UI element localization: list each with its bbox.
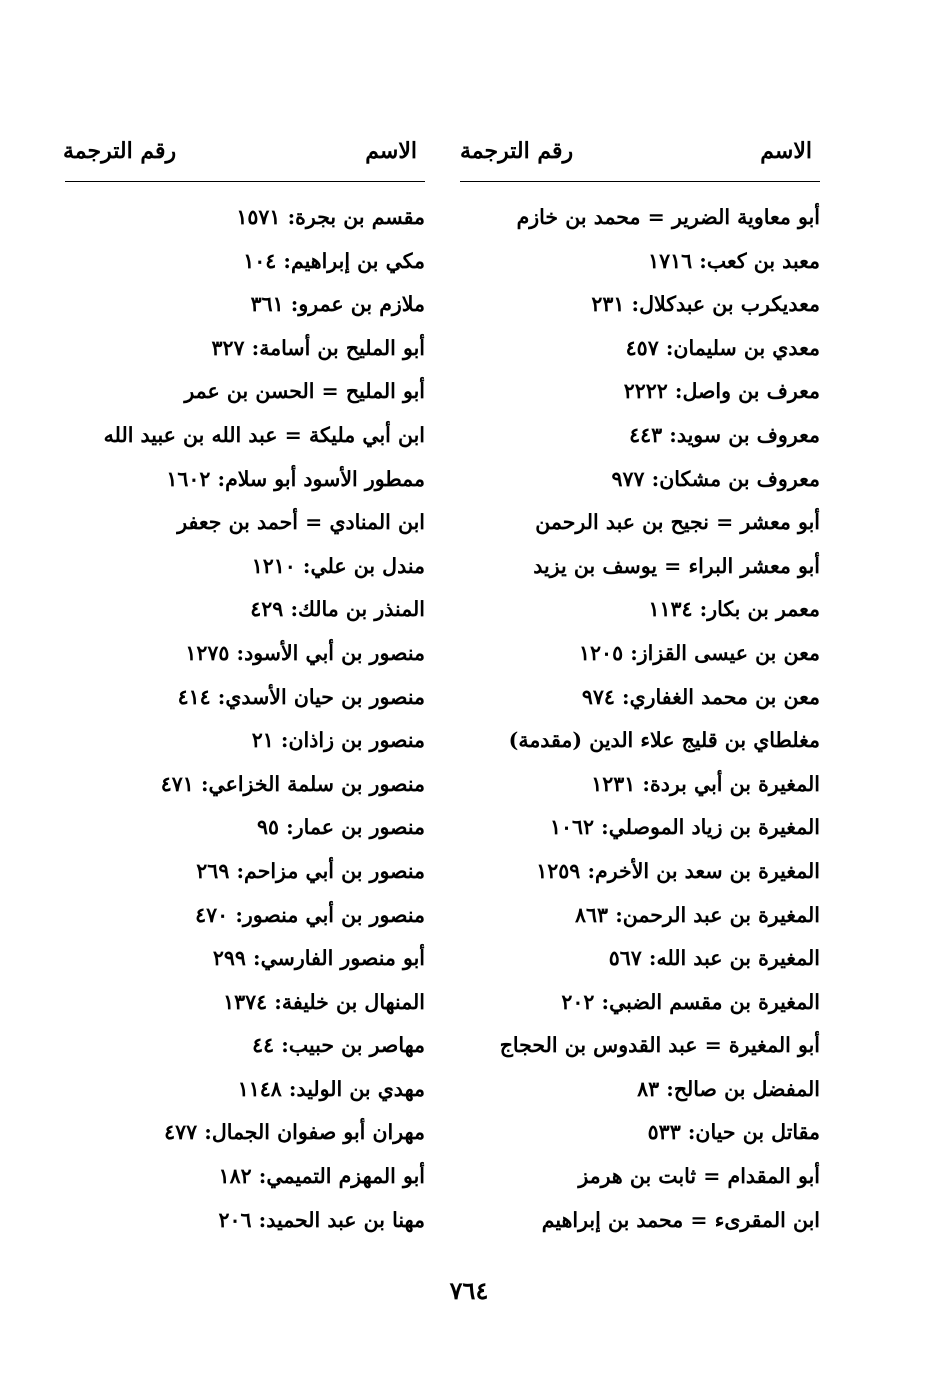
index-entry: مهاصر بن حبيب: ٤٤ — [252, 1033, 425, 1058]
left-column — [55, 0, 425, 1386]
name-header: الاسم — [365, 138, 417, 164]
header-rule — [65, 181, 425, 182]
number-header: رقم الترجمة — [63, 138, 177, 164]
index-entry: أبو المقدام = ثابت بن هرمز — [578, 1164, 820, 1189]
index-entry: أبو معاوية الضرير = محمد بن خازم — [516, 205, 820, 229]
index-entry: المغيرة بن مقسم الضبي: ٢٠٢ — [561, 989, 820, 1014]
entry-list — [480, 196, 820, 1242]
index-entry: معدي بن سليمان: ٤٥٧ — [625, 335, 820, 360]
index-entry: منصور بن عمار: ٩٥ — [257, 815, 425, 840]
index-entry: المغيرة بن سعد بن الأخرم: ١٢٥٩ — [536, 858, 820, 883]
index-entry: معروف بن سويد: ٤٤٣ — [629, 422, 820, 447]
index-entry: مندل بن علي: ١٢١٠ — [251, 553, 425, 578]
index-entry: معن بن عيسى القزاز: ١٢٠٥ — [579, 640, 820, 665]
page-number: ٧٦٤ — [449, 1276, 489, 1305]
index-entry: مقاتل بن حيان: ٥٣٣ — [647, 1120, 820, 1145]
index-entry: أبو المغيرة = عبد القدوس بن الحجاج — [499, 1033, 820, 1058]
index-entry: ملازم بن عمرو: ٣٦١ — [250, 292, 425, 317]
index-entry: المغيرة بن عبد الرحمن: ٨٦٣ — [575, 902, 820, 927]
index-entry: أبو معشر = نجيح بن عبد الرحمن — [535, 510, 820, 535]
name-header: الاسم — [760, 138, 812, 164]
index-entry: معديكرب بن عبدكلال: ٢٣١ — [591, 292, 820, 317]
number-header: رقم الترجمة — [460, 138, 574, 164]
index-entry: منصور بن حيان الأسدي: ٤١٤ — [177, 684, 425, 709]
index-entry: معرف بن واصل: ٢٢٢٢ — [623, 379, 820, 404]
index-entry: منصور بن أبي الأسود: ١٢٧٥ — [185, 640, 425, 665]
index-entry: مقسم بن بجرة: ١٥٧١ — [236, 205, 425, 229]
index-entry: منصور بن أبي منصور: ٤٧٠ — [195, 902, 425, 927]
column-header — [55, 138, 425, 172]
index-entry: ابن المقرىء = محمد بن إبراهيم — [541, 1207, 820, 1232]
index-entry: مهنا بن عبد الحميد: ٢٠٦ — [218, 1207, 425, 1232]
index-entry: منصور بن سلمة الخزاعي: ٤٧١ — [160, 771, 425, 796]
index-entry: أبو منصور الفارسي: ٢٩٩ — [212, 946, 425, 971]
index-entry: منصور بن أبي مزاحم: ٢٦٩ — [196, 858, 425, 883]
index-entry: مغلطاي بن قليج علاء الدين (مقدمة) — [508, 728, 820, 753]
column-header — [460, 138, 820, 172]
header-rule — [460, 181, 820, 182]
index-entry: المنهال بن خليفة: ١٣٧٤ — [223, 989, 425, 1014]
entry-list — [55, 196, 425, 1242]
index-entry: مكي بن إبراهيم: ١٠٤ — [243, 248, 425, 273]
index-entry: المغيرة بن عبد الله: ٥٦٧ — [608, 946, 820, 971]
index-entry: المنذر بن مالك: ٤٢٩ — [250, 597, 425, 622]
index-entry: ابن أبي مليكة = عبد الله بن عبيد الله — [103, 422, 425, 447]
index-entry: مهدي بن الوليد: ١١٤٨ — [237, 1076, 425, 1101]
index-entry: أبو المهزم التميمي: ١٨٢ — [218, 1164, 425, 1189]
index-entry: أبو معشر البراء = يوسف بن يزيد — [533, 553, 820, 578]
index-entry: المغيرة بن زياد الموصلي: ١٠٦٢ — [549, 815, 820, 840]
index-entry: معبد بن كعب: ١٧١٦ — [648, 248, 820, 273]
index-entry: أبو المليح = الحسن بن عمر — [184, 379, 425, 404]
index-entry: معروف بن مشكان: ٩٧٧ — [611, 466, 820, 491]
index-entry: معن بن محمد الغفاري: ٩٧٤ — [581, 684, 820, 709]
index-entry: معمر بن بكار: ١١٣٤ — [648, 597, 820, 622]
index-entry: ابن المنادي = أحمد بن جعفر — [177, 510, 425, 535]
index-entry: المفضل بن صالح: ٨٣ — [637, 1076, 820, 1101]
index-entry: أبو المليح بن أسامة: ٣٢٧ — [211, 335, 425, 360]
index-entry: مهران أبو صفوان الجمال: ٤٧٧ — [164, 1120, 425, 1145]
index-entry: المغيرة بن أبي بردة: ١٢٣١ — [591, 771, 820, 796]
index-entry: منصور بن زاذان: ٢١ — [251, 728, 425, 753]
index-entry: ممطور الأسود أبو سلام: ١٦٠٢ — [166, 466, 425, 491]
